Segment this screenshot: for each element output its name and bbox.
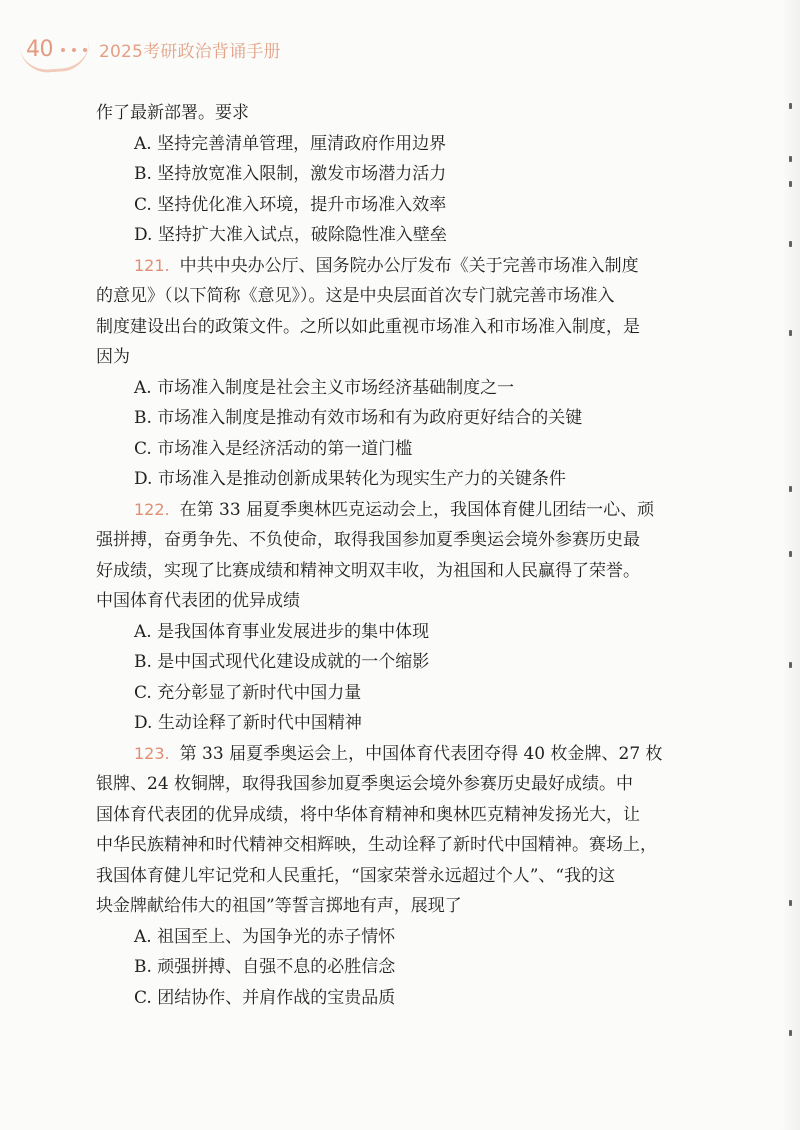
question-123-line: 块金牌献给伟大的祖国”等誓言掷地有声，展现了 <box>96 896 462 916</box>
question-121-option-b: B. 市场准入制度是推动有效市场和有为政府更好结合的关键 <box>134 408 583 428</box>
question-text: 第 33 届夏季奥运会上，中国体育代表团夺得 40 枚金牌、27 枚 <box>179 743 663 764</box>
dot-icon <box>83 48 87 52</box>
intro-option-b: B. 坚持放宽准入限制，激发市场潜力活力 <box>134 164 447 184</box>
question-content <box>96 98 736 1013</box>
question-123-option-c: C. 团结协作、并肩作战的宝贵品质 <box>134 987 396 1008</box>
question-121-line: 的意见》（以下简称《意见》）。这是中央层面首次专门就完善市场准入 <box>96 286 615 306</box>
question-123-line: 中华民族精神和时代精神交相辉映，生动诠释了新时代中国精神。赛场上， <box>96 835 657 855</box>
intro-stem-line: 作了最新部署。要求 <box>96 103 249 123</box>
question-122-option-c: C. 充分彰显了新时代中国力量 <box>134 682 362 703</box>
page-number: 40 <box>26 36 53 62</box>
question-121-line: 因为 <box>96 347 130 367</box>
question-123-line: 我国体育健儿牢记党和人民重托，“国家荣誉永远超过个人”、“我的这 <box>96 865 616 886</box>
margin-mark <box>789 181 792 187</box>
question-122-option-b: B. 是中国式现代化建设成就的一个缩影 <box>134 652 430 672</box>
question-122-line: 好成绩，实现了比赛成绩和精神文明双丰收，为祖国和人民赢得了荣誉。 <box>96 560 640 581</box>
header-dots <box>61 48 87 52</box>
margin-mark <box>789 1030 792 1036</box>
book-title: 2025考研政治背诵手册 <box>99 41 281 62</box>
margin-mark <box>789 241 792 247</box>
margin-mark <box>789 330 792 336</box>
intro-option-d: D. 坚持扩大准入试点，破除隐性准入壁垒 <box>134 225 447 245</box>
intro-option-c: C. 坚持优化准入环境，提升市场准入效率 <box>134 194 447 215</box>
dot-icon <box>61 48 65 52</box>
question-number: 122. <box>134 499 170 519</box>
page-header <box>26 30 281 68</box>
question-121-first-line <box>96 251 736 282</box>
question-122-option-d: D. 生动诠释了新时代中国精神 <box>134 713 362 733</box>
question-121-option-d: D. 市场准入是推动创新成果转化为现实生产力的关键条件 <box>134 469 566 489</box>
question-text: 中共中央办公厅、国务院办公厅发布《关于完善市场准入制度 <box>179 255 639 276</box>
margin-mark <box>789 156 792 162</box>
margin-mark <box>789 662 792 668</box>
dot-icon <box>72 48 76 52</box>
margin-mark <box>789 551 792 557</box>
question-121-option-c: C. 市场准入是经济活动的第一道门槛 <box>134 438 413 459</box>
question-123-option-b: B. 顽强拼搏、自强不息的必胜信念 <box>134 957 396 977</box>
page-edge-shadow <box>782 0 800 1130</box>
margin-mark <box>789 103 792 109</box>
question-122-line: 中国体育代表团的优异成绩 <box>96 591 300 611</box>
question-number: 121. <box>134 255 170 275</box>
question-121-line: 制度建设出台的政策文件。之所以如此重视市场准入和市场准入制度，是 <box>96 316 640 337</box>
question-123-first-line <box>96 739 736 770</box>
question-122-option-a: A. 是我国体育事业发展进步的集中体现 <box>134 621 430 642</box>
question-123-line: 国体育代表团的优异成绩，将中华体育精神和奥林匹克精神发扬光大，让 <box>96 804 640 825</box>
intro-option-a: A. 坚持完善清单管理，厘清政府作用边界 <box>134 133 447 154</box>
question-121-option-a: A. 市场准入制度是社会主义市场经济基础制度之一 <box>134 377 515 398</box>
question-122-line: 强拼搏，奋勇争先、不负使命，取得我国参加夏季奥运会境外参赛历史最 <box>96 530 640 550</box>
question-number: 123. <box>134 743 170 763</box>
margin-mark <box>789 486 792 492</box>
margin-mark <box>789 900 792 906</box>
question-122-first-line <box>96 495 736 526</box>
question-123-line: 银牌、24 枚铜牌，取得我国参加夏季奥运会境外参赛历史最好成绩。中 <box>96 774 634 794</box>
question-text: 在第 33 届夏季奥林匹克运动会上，我国体育健儿团结一心、顽 <box>179 499 655 520</box>
question-123-option-a: A. 祖国至上、为国争光的赤子情怀 <box>134 926 396 947</box>
